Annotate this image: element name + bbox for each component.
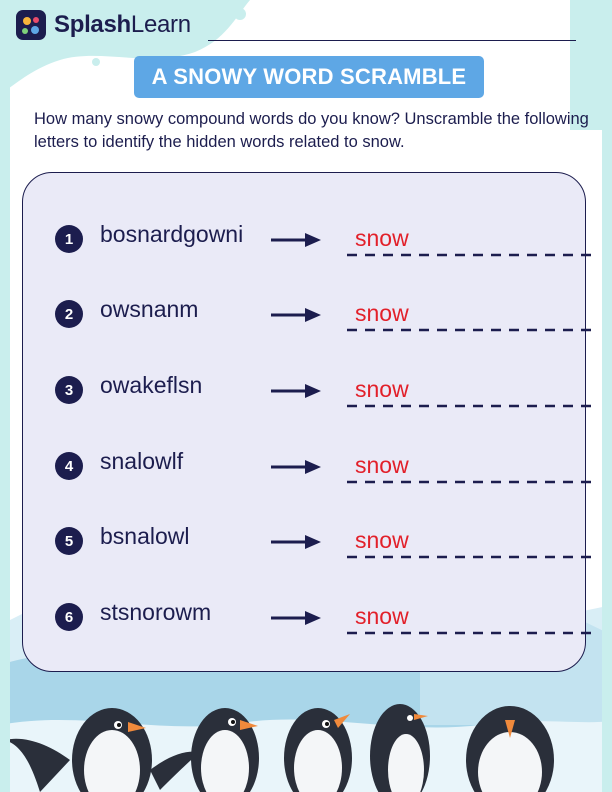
item-number: 6 — [55, 603, 83, 631]
right-arrow-icon — [271, 384, 321, 398]
item-number: 5 — [55, 527, 83, 555]
answer-prefix: snow — [355, 376, 409, 402]
answer-blank[interactable] — [347, 253, 597, 257]
answer-prefix: snow — [355, 527, 409, 553]
splashlearn-logo — [14, 8, 191, 42]
exercise-card — [22, 172, 586, 672]
penguin-icon — [191, 708, 259, 792]
item-number: 3 — [55, 376, 83, 404]
page-title: A SNOWY WORD SCRAMBLE — [151, 64, 467, 89]
penguin-icon — [284, 708, 352, 792]
scrambled-word: owsnanm — [100, 296, 199, 322]
answer-prefix: snow — [355, 300, 409, 326]
right-arrow-icon — [271, 611, 321, 625]
list-item — [55, 221, 595, 261]
scrambled-word: bosnardgowni — [100, 221, 244, 247]
list-item — [55, 448, 595, 488]
penguin-illustration — [0, 690, 612, 792]
list-item — [55, 523, 595, 563]
answer-blank[interactable] — [347, 555, 597, 559]
answer-blank[interactable] — [347, 404, 597, 408]
instructions-text: How many snowy compound words do you know? Unscramble the following letters to identify the hidden words related to snow. — [34, 110, 589, 151]
header-rule — [208, 40, 576, 41]
brand-name — [54, 11, 191, 39]
answer-prefix: snow — [355, 225, 409, 251]
list-item — [55, 599, 595, 639]
penguin-icon — [466, 706, 554, 792]
answer-blank[interactable] — [347, 328, 597, 332]
item-number: 1 — [55, 225, 83, 253]
right-arrow-icon — [271, 233, 321, 247]
scrambled-word: owakeflsn — [100, 372, 203, 398]
item-number: 4 — [55, 452, 83, 480]
right-arrow-icon — [271, 308, 321, 322]
answer-prefix: snow — [355, 603, 409, 629]
answer-blank[interactable] — [347, 480, 597, 484]
right-arrow-icon — [271, 535, 321, 549]
right-arrow-icon — [271, 460, 321, 474]
penguin-icon — [5, 708, 200, 792]
scrambled-word: snalowlf — [100, 448, 184, 474]
answer-prefix: snow — [355, 452, 409, 478]
list-item — [55, 296, 595, 336]
item-number: 2 — [55, 300, 83, 328]
answer-blank[interactable] — [347, 631, 597, 635]
brand-name-light: Learn — [130, 11, 191, 38]
brand-name-bold: Splash — [54, 11, 131, 38]
splashlearn-logo-icon — [14, 8, 48, 42]
penguin-icon — [370, 704, 430, 792]
list-item — [55, 372, 595, 412]
scrambled-word: bsnalowl — [100, 523, 190, 549]
scrambled-word: stsnorowm — [100, 599, 212, 625]
title-banner — [134, 56, 484, 98]
